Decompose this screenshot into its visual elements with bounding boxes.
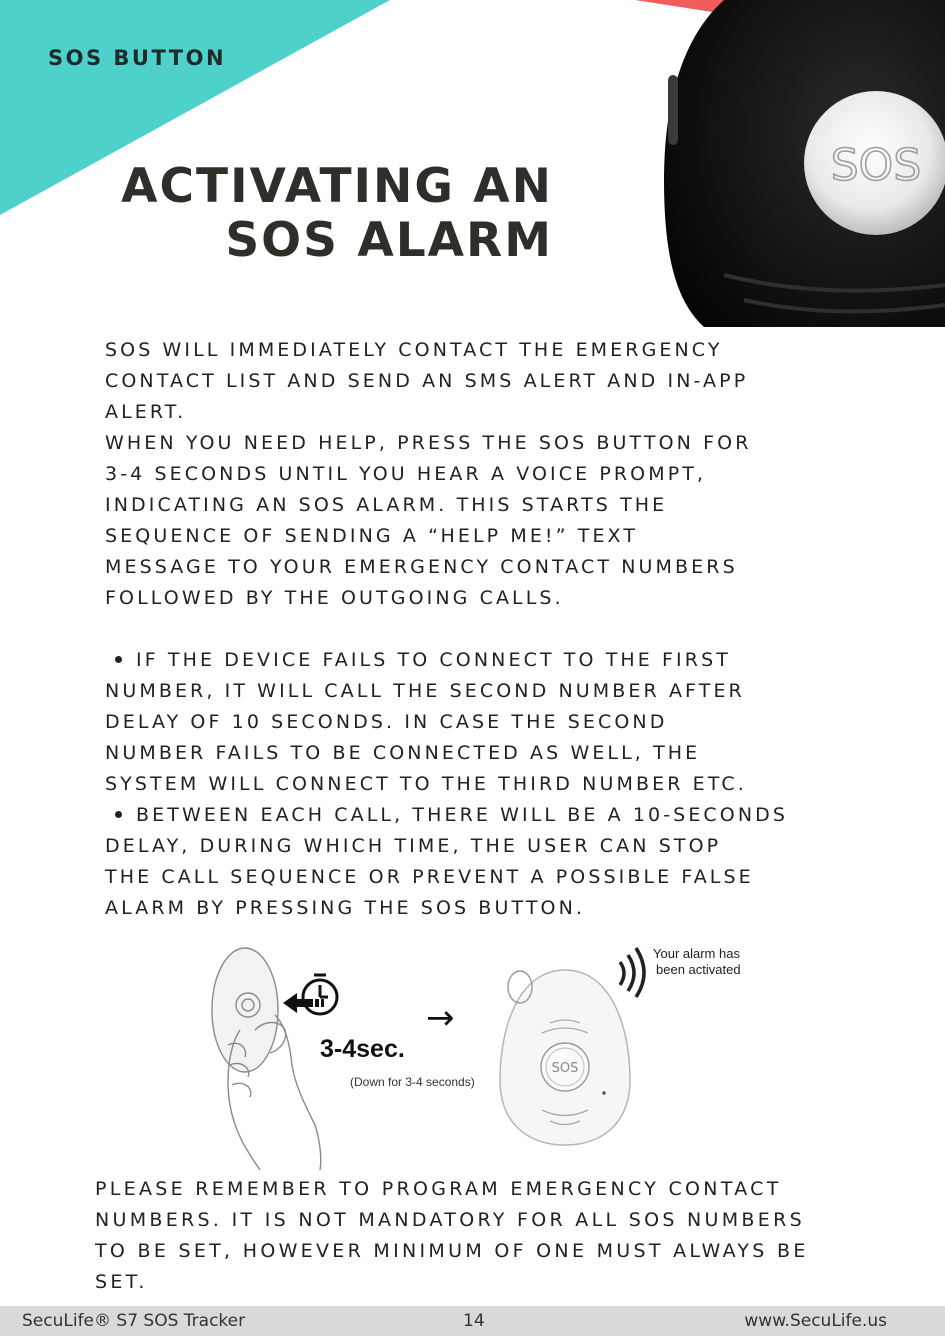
footer-website: www.SecuLife.us [744,1311,887,1331]
bullet-line: NUMBER, IT WILL CALL THE SECOND NUMBER AFTER [105,680,745,702]
body-line: CONTACT LIST AND SEND AN SMS ALERT AND IN-APP [105,370,749,392]
page-title [121,160,553,268]
bullet-line: THE CALL SEQUENCE OR PREVENT A POSSIBLE FALSE [105,866,754,888]
bullet-line: DELAY OF 10 SECONDS. IN CASE THE SECOND [105,711,668,733]
duration-label: 3-4sec. [320,1035,405,1063]
body-line: MESSAGE TO YOUR EMERGENCY CONTACT NUMBERS [105,556,738,578]
page-footer [0,1306,945,1336]
body-line: ALERT. [105,401,187,423]
bullet-dot [115,811,122,818]
footer-product: SecuLife® S7 SOS Tracker [22,1311,246,1331]
bullet-line: BETWEEN EACH CALL, THERE WILL BE A 10-SECONDS [136,804,789,826]
reminder-line: TO BE SET, HOWEVER MINIMUM OF ONE MUST ALWAYS BE [95,1240,809,1262]
footer-page-number: 14 [463,1311,485,1331]
bullet-line: ALARM BY PRESSING THE SOS BUTTON. [105,897,586,919]
bullet-dot [115,656,122,663]
hand-pressing-device-icon [212,948,321,1170]
section-label: SOS BUTTON [48,46,227,70]
sos-activation-illustration [200,935,760,1170]
body-line: SEQUENCE OF SENDING A “HELP ME!” TEXT [105,525,639,547]
duration-note: (Down for 3-4 seconds) [350,1075,475,1089]
bullet-line: SYSTEM WILL CONNECT TO THE THIRD NUMBER ETC. [105,773,747,795]
reminder-line: NUMBERS. IT IS NOT MANDATORY FOR ALL SOS NUMBERS [95,1209,805,1231]
timer-icon [303,975,337,1014]
body-line: SOS WILL IMMEDIATELY CONTACT THE EMERGENCY [105,339,723,361]
title-line-1: ACTIVATING AN [121,159,553,214]
bullet-item-2 [105,800,845,831]
body-line: WHEN YOU NEED HELP, PRESS THE SOS BUTTON FOR [105,432,752,454]
sos-button-text: SOS [830,140,922,191]
bullet-line: DELAY, DURING WHICH TIME, THE USER CAN STOP [105,835,722,857]
device-side-button [668,75,678,145]
body-line: FOLLOWED BY THE OUTGOING CALLS. [105,587,564,609]
instructions-text [105,335,845,924]
reminder-line: PLEASE REMEMBER TO PROGRAM EMERGENCY CONTACT [95,1178,782,1200]
next-arrow-icon: → [426,998,455,1038]
bullet-item-1 [105,645,845,676]
signal-waves-icon [620,948,644,997]
body-line: INDICATING AN SOS ALARM. THIS STARTS THE [105,494,668,516]
alert-message-line-2: been activated [656,962,741,977]
reminder-text [95,1174,809,1298]
bullet-line: IF THE DEVICE FAILS TO CONNECT TO THE FIRST [136,649,731,671]
title-line-2: SOS ALARM [225,213,553,268]
body-line: 3-4 SECONDS UNTIL YOU HEAR A VOICE PROMPT, [105,463,707,485]
sos-device-photo [664,0,945,327]
activated-device-label: SOS [551,1061,579,1076]
bullet-line: NUMBER FAILS TO BE CONNECTED AS WELL, THE [105,742,701,764]
activated-device-icon [500,970,630,1145]
alert-message-line-1: Your alarm has [653,946,740,961]
reminder-line: SET. [95,1271,148,1293]
